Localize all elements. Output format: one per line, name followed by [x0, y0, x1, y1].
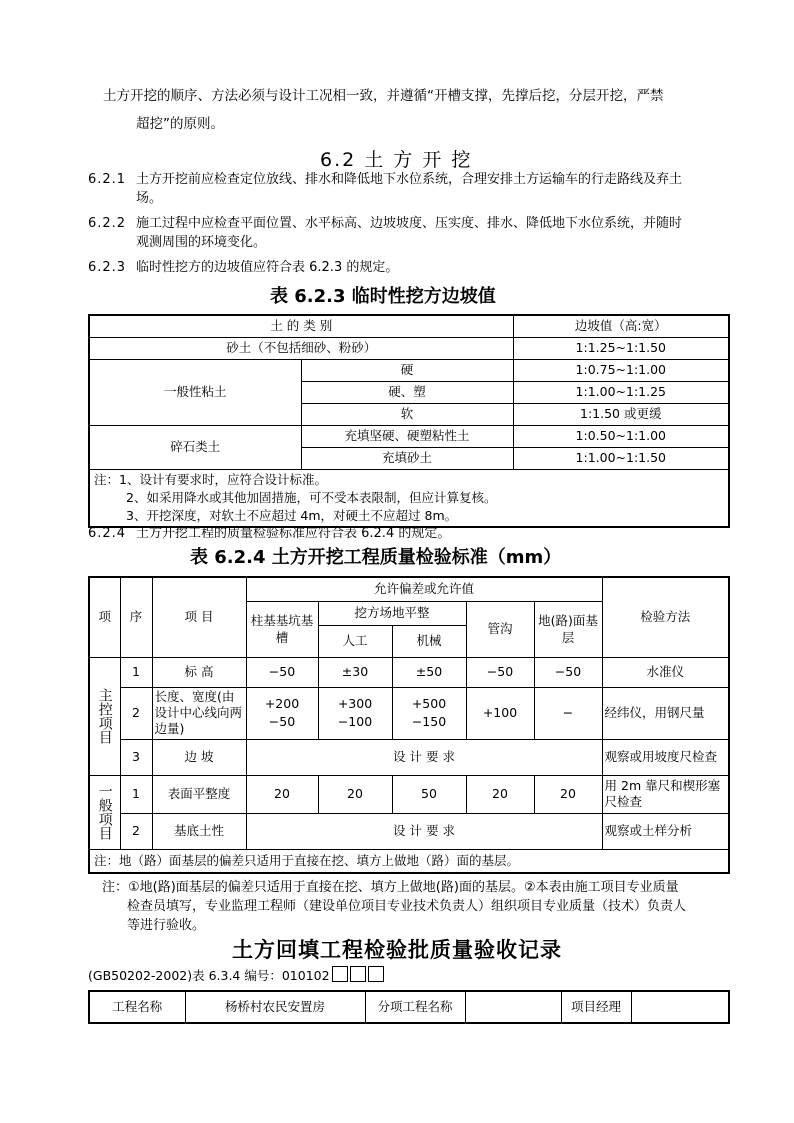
header-project: 项 目	[152, 577, 246, 657]
header-site: 挖方场地平整	[318, 601, 466, 625]
header-soil-type: 土 的 类 别	[89, 315, 513, 337]
item-name-cell: 基底土性	[152, 813, 246, 849]
clause-6-2-1	[88, 170, 738, 208]
table-note: 注：地（路）面基层的偏差只适用于直接在挖、填方上做地（路）面的基层。	[89, 849, 729, 873]
value-cell: −	[534, 687, 602, 739]
intro-line-1: 土方开挖的顺序、方法必须与设计工况相一致，并遵循“开槽支撑，先撑后挖，分层开挖，严禁	[103, 88, 664, 104]
slope-value-cell: 1:0.50~1:1.00	[513, 425, 729, 447]
clause-6-2-2	[88, 214, 738, 252]
project-manager-label: 项目经理	[561, 991, 631, 1023]
clause-6-2-3	[88, 258, 738, 277]
table-6-2-4-title: 表 6.2.4 土方开挖工程质量检验标准（mm）	[190, 547, 562, 568]
clause-number: 6.2.3	[88, 260, 127, 275]
record-title: 土方回填工程检验批质量验收记录	[232, 938, 562, 962]
project-name-label: 工程名称	[89, 991, 185, 1023]
note-line: 注：1、设计有要求时，应符合设计标准。	[94, 471, 327, 487]
header-pipe: 管沟	[466, 601, 534, 657]
footnote	[102, 878, 742, 935]
header-manual: 人工	[318, 625, 392, 657]
clause-text-cont: 场。	[136, 191, 163, 206]
header-pit: 柱基基坑基槽	[246, 601, 318, 657]
note-line: 3、开挖深度，对软土不应超过 4m，对硬土不应超过 8m。	[126, 507, 458, 523]
footnote-line: 检查员填写，专业监理工程师（建设单位项目专业技术负责人）组织项目专业质量（技术）负责人	[127, 899, 687, 914]
header-slope-value: 边坡值（高:宽）	[513, 315, 729, 337]
value-cell: 50	[392, 775, 466, 813]
clause-text-cont: 观测周围的环境变化。	[136, 235, 267, 250]
record-code-text: (GB50202-2002)表 6.3.4 编号：010102	[88, 968, 330, 983]
code-box[interactable]	[350, 966, 366, 982]
soil-sub-cell: 硬	[301, 359, 513, 381]
soil-group-cell: 一般性粘土	[89, 359, 301, 425]
value-cell: 20	[246, 775, 318, 813]
soil-sub-cell: 充填坚硬、硬塑粘性土	[301, 425, 513, 447]
value-cell: +100	[466, 687, 534, 739]
header-item: 项	[89, 577, 120, 657]
item-name-cell: 边 坡	[152, 739, 246, 775]
section-title: 6.2 土 方 开 挖	[320, 149, 473, 171]
record-table	[88, 990, 730, 1024]
seq-cell: 1	[120, 775, 152, 813]
value-cell: −50	[246, 657, 318, 687]
clause-number: 6.2.4	[88, 526, 127, 541]
value-cell: ±50	[392, 657, 466, 687]
item-name-cell: 长度、宽度(由设计中心线向两边量)	[152, 687, 246, 739]
project-manager-value[interactable]	[631, 991, 729, 1023]
clause-text: 临时性挖方的边坡值应符合表 6.2.3 的规定。	[136, 260, 399, 275]
table-6-2-3-title: 表 6.2.3 临时性挖方边坡值	[270, 286, 496, 307]
value-cell: +300 −100	[318, 687, 392, 739]
value-cell: +500 −150	[392, 687, 466, 739]
seq-cell: 2	[120, 687, 152, 739]
slope-value-cell: 1:1.00~1:1.50	[513, 447, 729, 469]
intro-line-2: 超挖”的原则。	[136, 116, 224, 132]
header-machine: 机械	[392, 625, 466, 657]
value-cell: 20	[466, 775, 534, 813]
soil-type-cell: 砂土（不包括细砂、粉砂）	[89, 337, 513, 359]
clause-6-2-4	[88, 524, 738, 543]
footnote-line: 注：①地(路)面基层的偏差只适用于直接在挖、填方上做地(路)面的基层。②本表由施工项目专业质量	[102, 880, 679, 895]
soil-sub-cell: 充填砂土	[301, 447, 513, 469]
method-cell: 观察或土样分析	[602, 813, 729, 849]
table-notes	[89, 469, 729, 527]
clause-text: 土方开挖前应检查定位放线、排水和降低地下水位系统，合理安排土方运输车的行走路线及弃土	[136, 172, 683, 187]
main-group-label: 主控项目	[89, 657, 120, 775]
seq-cell: 2	[120, 813, 152, 849]
clause-number: 6.2.2	[88, 216, 127, 231]
design-requirement-cell: 设 计 要 求	[246, 813, 602, 849]
header-method: 检验方法	[602, 577, 729, 657]
seq-cell: 3	[120, 739, 152, 775]
quality-table	[88, 576, 730, 874]
slope-value-cell: 1:1.25~1:1.50	[513, 337, 729, 359]
footnote-line: 等进行验收。	[127, 918, 206, 933]
code-box[interactable]	[368, 966, 384, 982]
project-name-value[interactable]: 杨桥村农民安置房	[185, 991, 365, 1023]
code-box[interactable]	[332, 966, 348, 982]
slope-value-cell: 1:1.00~1:1.25	[513, 381, 729, 403]
general-group-label: 一般项目	[89, 775, 120, 849]
slope-value-cell: 1:0.75~1:1.00	[513, 359, 729, 381]
value-cell: 20	[534, 775, 602, 813]
design-requirement-cell: 设 计 要 求	[246, 739, 602, 775]
value-cell: 20	[318, 775, 392, 813]
slope-table	[88, 314, 730, 528]
sub-project-label: 分项工程名称	[365, 991, 465, 1023]
sub-project-value[interactable]	[465, 991, 561, 1023]
clause-text: 施工过程中应检查平面位置、水平标高、边坡坡度、压实度、排水、降低地下水位系统，并随时	[136, 216, 683, 231]
value-cell: ±30	[318, 657, 392, 687]
item-name-cell: 标 高	[152, 657, 246, 687]
method-cell: 观察或用坡度尺检查	[602, 739, 729, 775]
record-code	[88, 966, 384, 984]
soil-sub-cell: 硬、塑	[301, 381, 513, 403]
header-allowed: 允许偏差或允许值	[246, 577, 602, 601]
header-seq: 序	[120, 577, 152, 657]
note-line: 2、如采用降水或其他加固措施，可不受本表限制，但应计算复核。	[126, 489, 497, 505]
method-cell: 用 2m 靠尺和楔形塞尺检查	[602, 775, 729, 813]
soil-sub-cell: 软	[301, 403, 513, 425]
clause-text: 土方开挖工程的质量检验标准应符合表 6.2.4 的规定。	[136, 526, 451, 541]
method-cell: 经纬仪，用钢尺量	[602, 687, 729, 739]
item-name-cell: 表面平整度	[152, 775, 246, 813]
clause-number: 6.2.1	[88, 172, 127, 187]
method-cell: 水准仪	[602, 657, 729, 687]
value-cell: +200 −50	[246, 687, 318, 739]
soil-group-cell: 碎石类土	[89, 425, 301, 469]
header-road: 地(路)面基层	[534, 601, 602, 657]
value-cell: −50	[466, 657, 534, 687]
seq-cell: 1	[120, 657, 152, 687]
value-cell: −50	[534, 657, 602, 687]
slope-value-cell: 1:1.50 或更缓	[513, 403, 729, 425]
